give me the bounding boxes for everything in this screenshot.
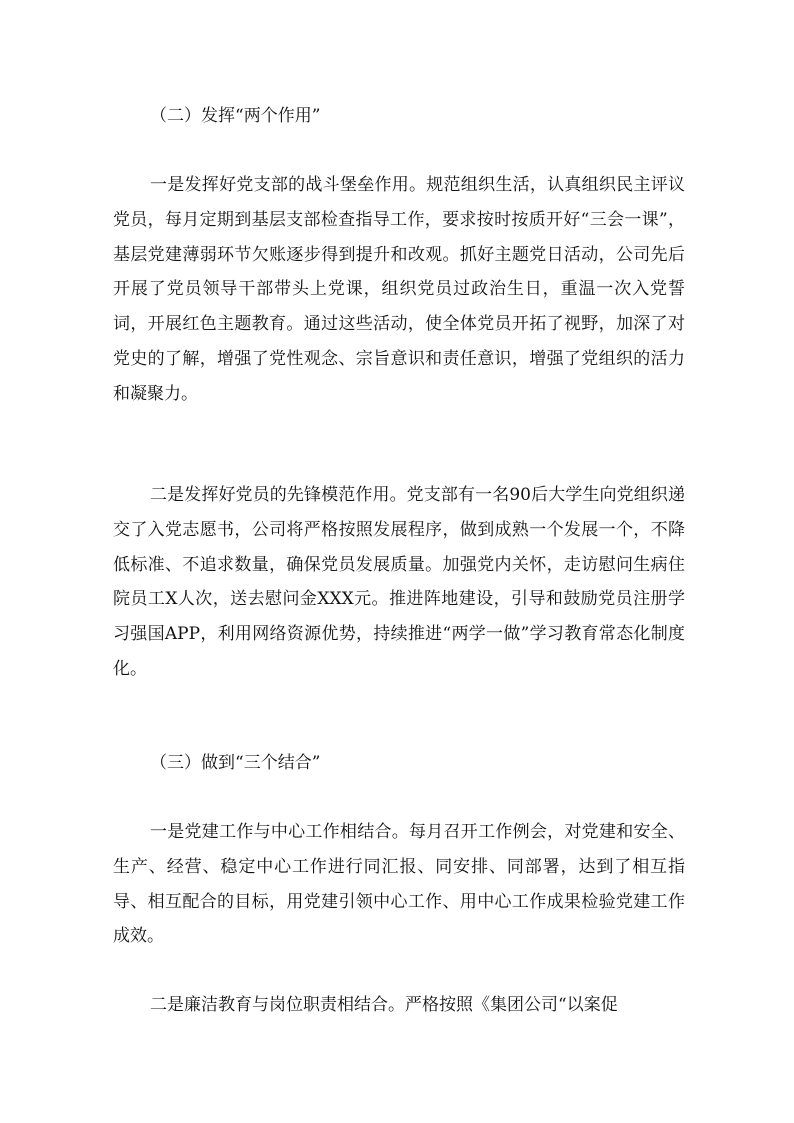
section-heading-three-combinations: （三）做到“三个结合” [150, 753, 321, 773]
paragraph-party-members: 二是发挥好党员的先锋模范作用。党支部有一名90后大学生向党组织递交了入党志愿书，公司将严格按照发展程序，做到成熟一个发展一个，不降低标准、不追求数量，确保党员发展质量。加强党内关怀，走访慰问生病住院员工X人次，送去慰问金XXX元。推进阵地建设，引导和鼓励党员注册学习强国APP，利用网络资源优势，持续推进“两学一做”学习教育常态化制度化。 [113, 485, 685, 679]
paragraph-integrity-education: 二是廉洁教育与岗位职责相结合。严格按照《集团公司“以案促 [150, 995, 618, 1015]
section-heading-two-roles: （二）发挥“两个作用” [150, 106, 321, 126]
paragraph-party-branch: 一是发挥好党支部的战斗堡垒作用。规范组织生活，认真组织民主评议党员，每月定期到基层支部检查指导工作，要求按时按质开好“三会一课”，基层党建薄弱环节欠账逐步得到提升和改观。抓好主题党日活动，公司先后开展了党员领导干部带头上党课，组织党员过政治生日，重温一次入党誓词，开展红色主题教育。通过这些活动，使全体党员开拓了视野，加深了对党史的了解，增强了党性观念、宗旨意识和责任意识，增强了党组织的活力和凝聚力。 [113, 175, 685, 404]
paragraph-central-work: 一是党建工作与中心工作相结合。每月召开工作例会，对党建和安全、生产、经营、稳定中心工作进行同汇报、同安排、同部署，达到了相互指导、相互配合的目标，用党建引领中心工作、用中心工作成果检验党建工作成效。 [113, 822, 685, 947]
